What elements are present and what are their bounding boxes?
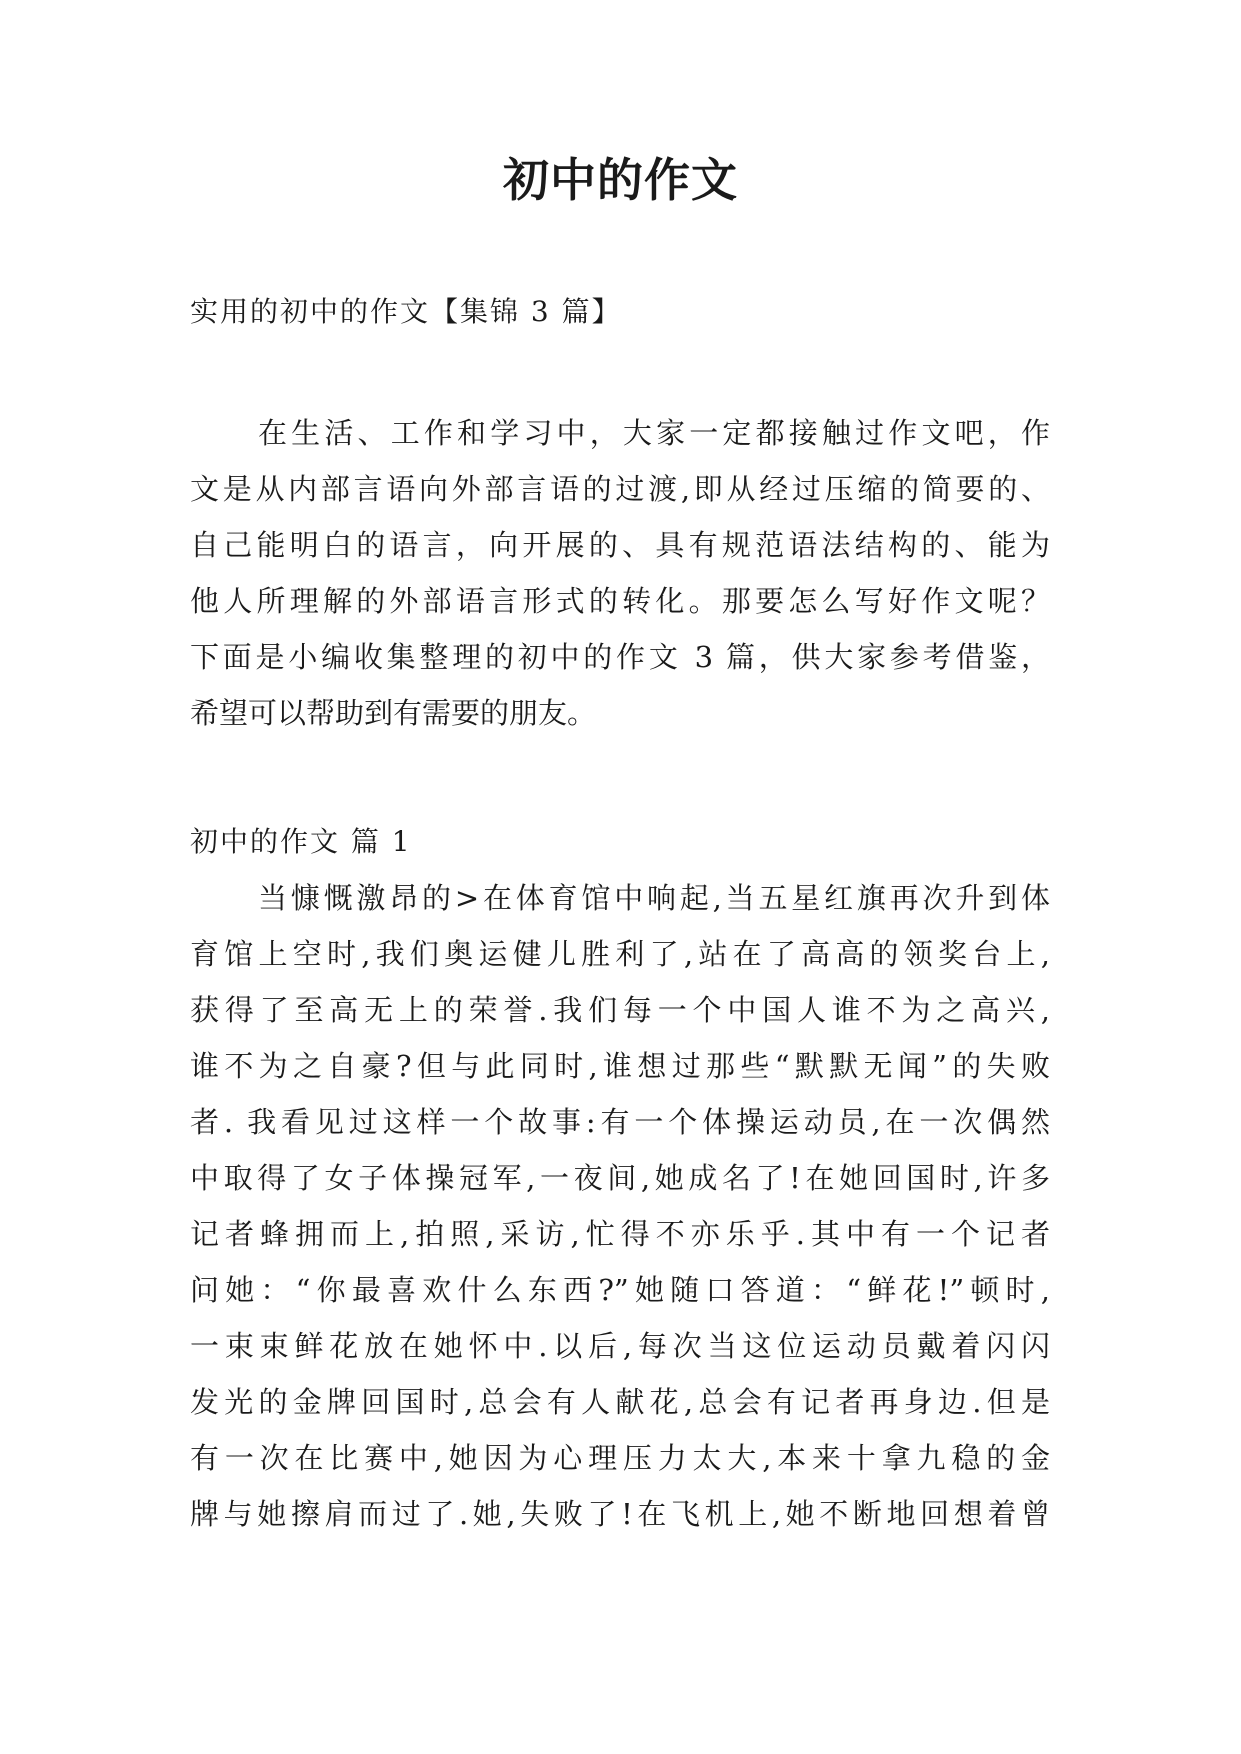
paragraph-line: 一束束鲜花放在她怀中.以后,每次当这位运动员戴着闪闪: [190, 1329, 1050, 1363]
paragraph-line: 希望可以帮助到有需要的朋友。: [190, 696, 597, 730]
paragraph-line: 自己能明白的语言，向开展的、具有规范语法结构的、能为: [190, 528, 1050, 562]
paragraph-line: 育馆上空时,我们奥运健儿胜利了,站在了高高的领奖台上,: [190, 937, 1050, 971]
paragraph-line: 者. 我看见过这样一个故事:有一个体操运动员,在一次偶然: [190, 1105, 1050, 1139]
paragraph-line: 中取得了女子体操冠军,一夜间,她成名了!在她回国时,许多: [190, 1161, 1050, 1195]
page-title: 初中的作文: [503, 153, 738, 207]
paragraph-line: 在生活、工作和学习中，大家一定都接触过作文吧，作: [258, 416, 1050, 450]
paragraph-line: 牌与她擦肩而过了.她,失败了!在飞机上,她不断地回想着曾: [190, 1497, 1050, 1531]
section-heading: 初中的作文 篇 1: [190, 825, 412, 858]
paragraph-line: 发光的金牌回国时,总会有人献花,总会有记者再身边.但是: [190, 1385, 1050, 1419]
paragraph-line: 谁不为之自豪?但与此同时,谁想过那些“默默无闻”的失败: [190, 1049, 1050, 1083]
document-subtitle: 实用的初中的作文【集锦 3 篇】: [190, 295, 622, 328]
body-paragraph: [190, 870, 1050, 1542]
paragraph-line: 有一次在比赛中,她因为心理压力太大,本来十拿九稳的金: [190, 1441, 1050, 1475]
paragraph-line: 他人所理解的外部语言形式的转化。那要怎么写好作文呢？: [190, 584, 1050, 618]
paragraph-line: 获得了至高无上的荣誉.我们每一个中国人谁不为之高兴,: [190, 993, 1050, 1027]
intro-paragraph: [190, 405, 1050, 741]
paragraph-line: 当慷慨激昂的>在体育馆中响起,当五星红旗再次升到体: [258, 881, 1050, 915]
paragraph-line: 问她：“你最喜欢什么东西?”她随口答道：“鲜花!”顿时,: [190, 1273, 1050, 1307]
paragraph-line: 下面是小编收集整理的初中的作文 3 篇，供大家参考借鉴，: [190, 640, 1050, 674]
paragraph-line: 记者蜂拥而上,拍照,采访,忙得不亦乐乎.其中有一个记者: [190, 1217, 1050, 1251]
paragraph-line: 文是从内部言语向外部言语的过渡,即从经过压缩的简要的、: [190, 472, 1050, 506]
